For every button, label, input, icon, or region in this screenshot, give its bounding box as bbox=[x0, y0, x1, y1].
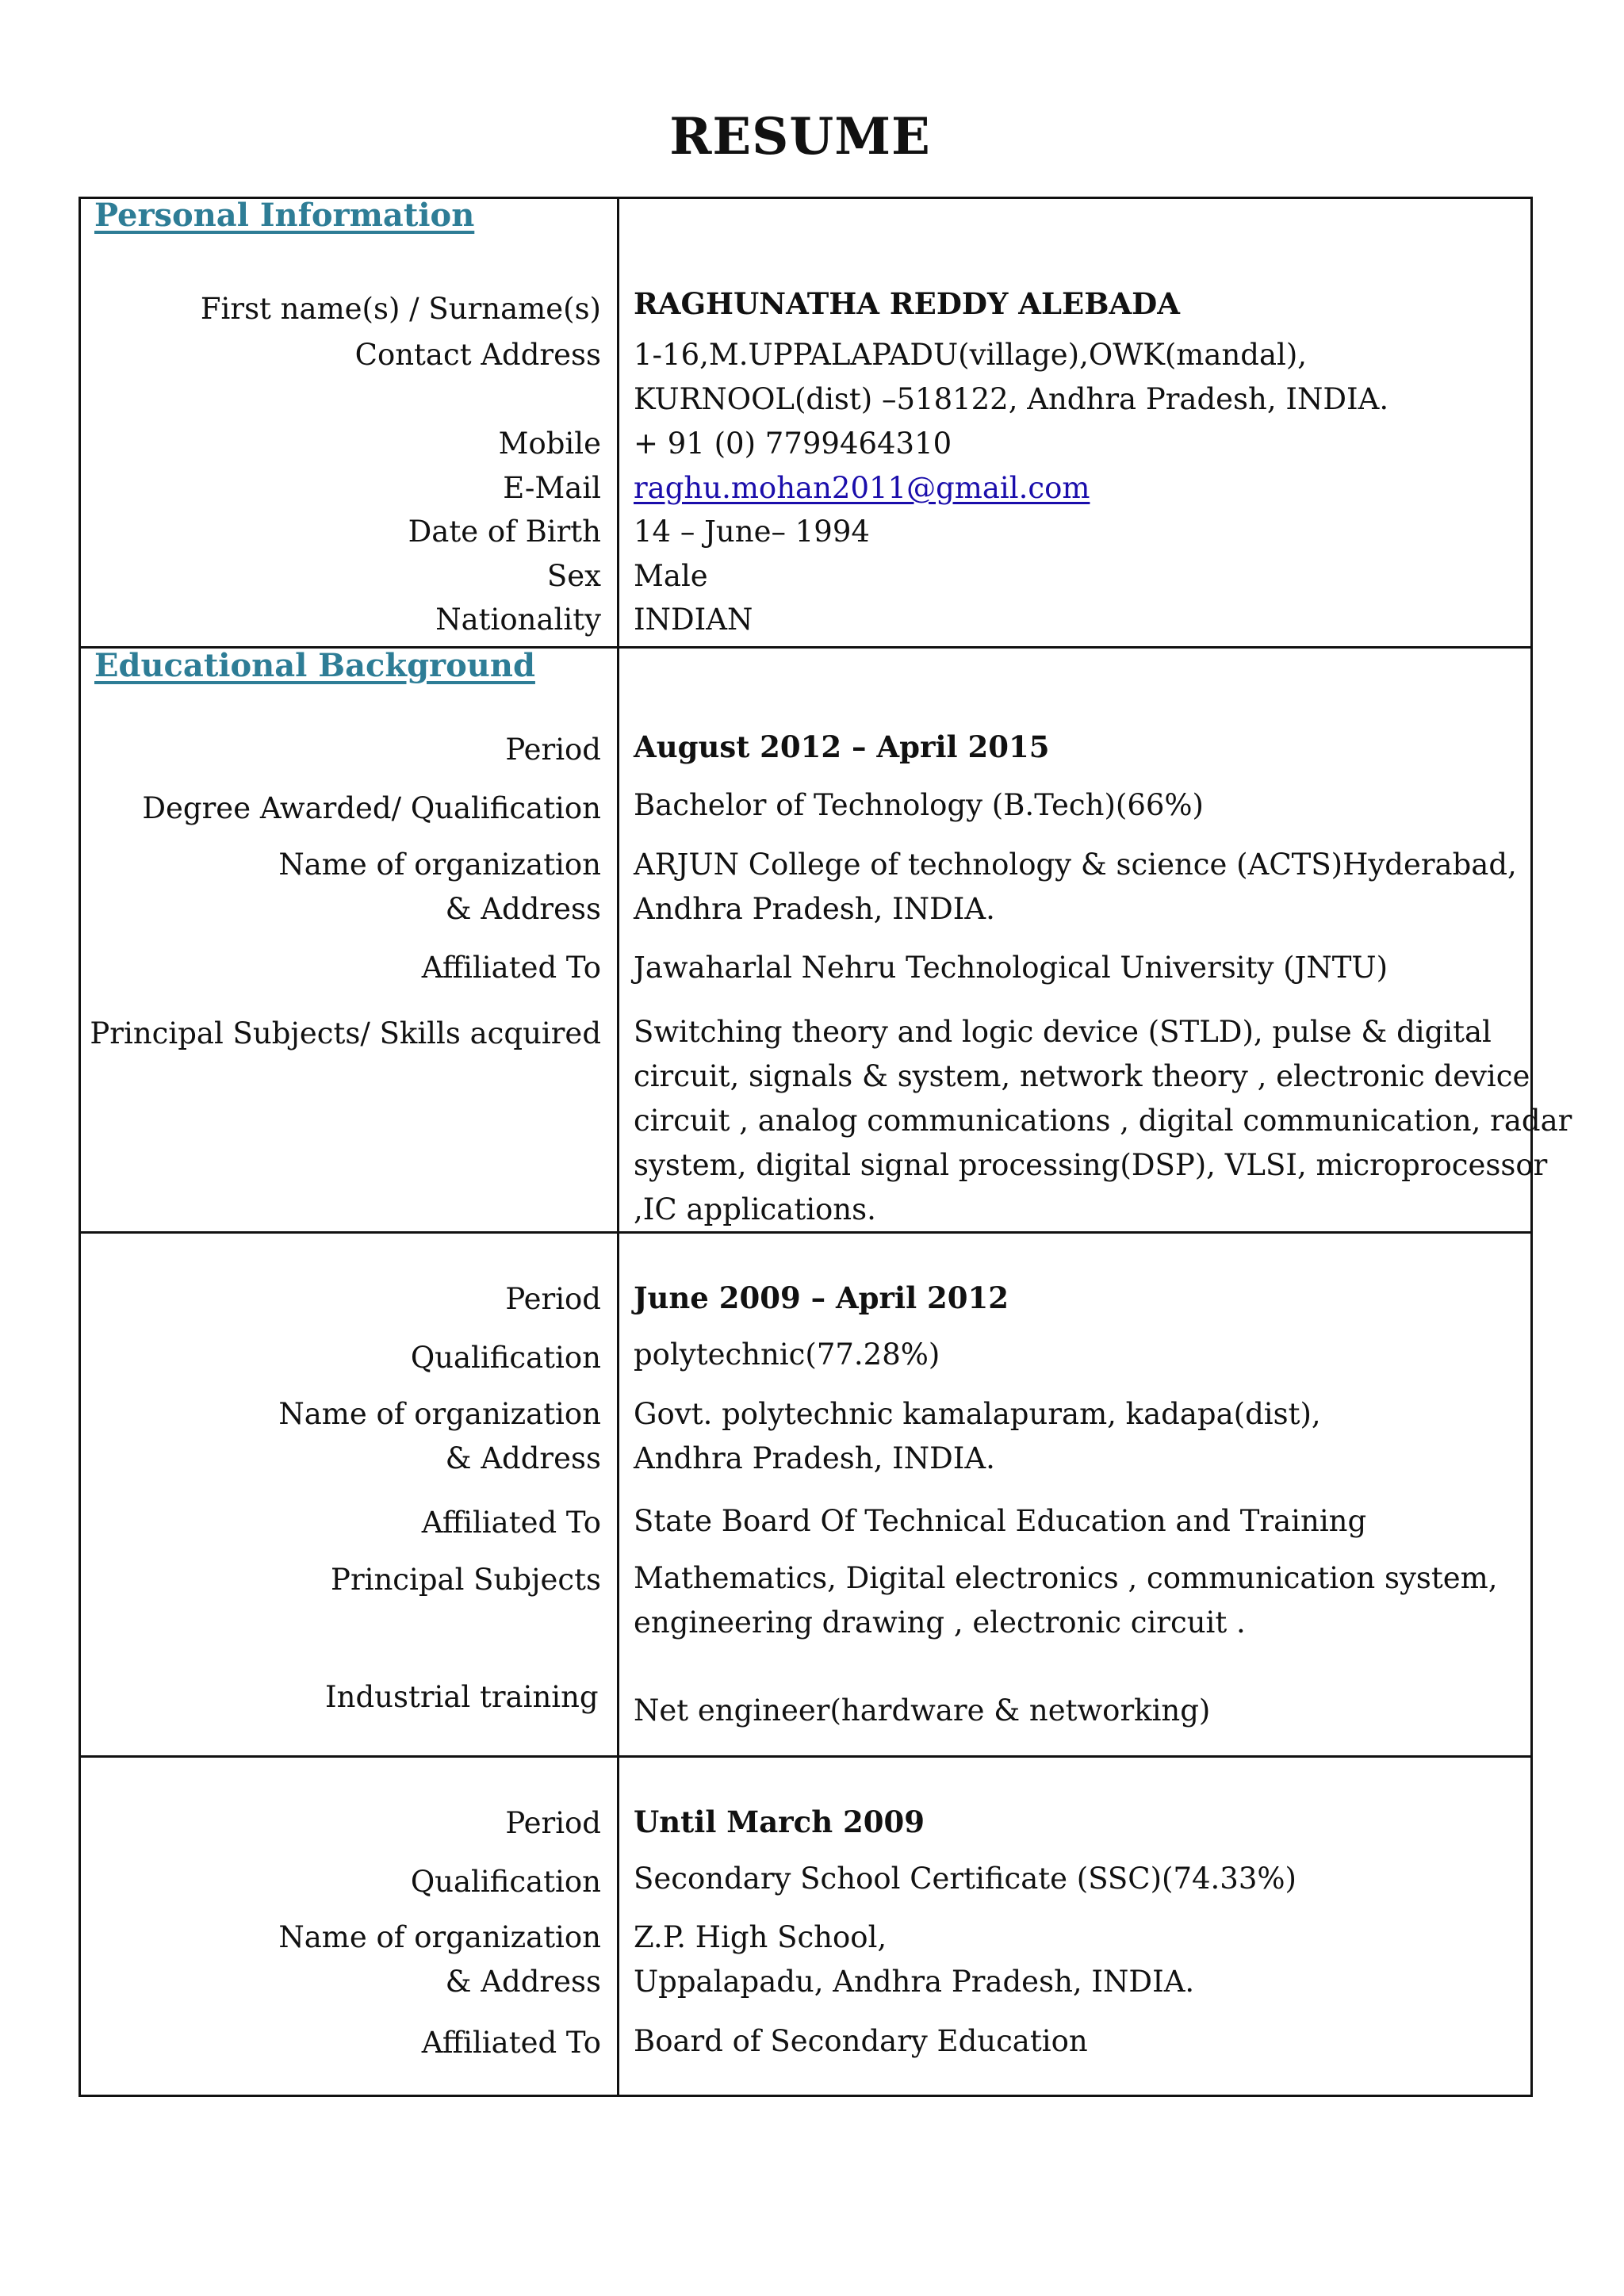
org-line: Govt. polytechnic kamalapuram, kadapa(dist), bbox=[634, 1397, 1321, 1431]
value-subjects bbox=[634, 1010, 1572, 1232]
label-line: & Address bbox=[445, 1441, 601, 1475]
value-period: August 2012 – April 2015 bbox=[634, 729, 1050, 764]
label-organization bbox=[278, 1392, 601, 1481]
value-organization bbox=[634, 1915, 1514, 2004]
label-line: & Address bbox=[445, 1965, 601, 1999]
section-heading-personal: Personal Information bbox=[94, 197, 475, 234]
row-divider-polytechnic bbox=[79, 1755, 1533, 1758]
label-degree: Degree Awarded/ Qualification bbox=[142, 791, 601, 825]
address-line: 1-16,M.UPPALAPADU(village),OWK(mandal), bbox=[634, 338, 1308, 372]
label-period: Period bbox=[505, 733, 601, 767]
label-affiliated: Affiliated To bbox=[421, 951, 601, 985]
label-line: & Address bbox=[445, 892, 601, 926]
label-line: Name of organization bbox=[278, 848, 601, 882]
value-name: RAGHUNATHA REDDY ALEBADA bbox=[634, 286, 1180, 321]
subjects-line: circuit , analog communications , digital communication, radar bbox=[634, 1104, 1572, 1138]
label-qualification: Qualification bbox=[410, 1865, 601, 1899]
value-period: Until March 2009 bbox=[634, 1804, 925, 1839]
subjects-line: system, digital signal processing(DSP), VLSI, microprocessor bbox=[634, 1148, 1548, 1182]
label-affiliated: Affiliated To bbox=[421, 1506, 601, 1540]
org-line: Z.P. High School, bbox=[634, 1920, 887, 1954]
subjects-line: engineering drawing , electronic circuit . bbox=[634, 1605, 1246, 1640]
value-period: June 2009 – April 2012 bbox=[634, 1280, 1009, 1315]
label-period: Period bbox=[505, 1282, 601, 1316]
value-organization bbox=[634, 1392, 1514, 1481]
label-date-of-birth: Date of Birth bbox=[408, 515, 601, 549]
value-mobile: + 91 (0) 7799464310 bbox=[634, 427, 952, 461]
section-heading-education: Educational Background bbox=[94, 647, 535, 684]
value-organization bbox=[634, 843, 1517, 932]
label-mobile: Mobile bbox=[498, 427, 601, 461]
label-email: E-Mail bbox=[503, 471, 601, 505]
label-sex: Sex bbox=[546, 559, 601, 593]
label-subjects: Principal Subjects/ Skills acquired bbox=[90, 1016, 601, 1050]
label-line: Name of organization bbox=[278, 1397, 601, 1431]
value-affiliated: State Board Of Technical Education and Training bbox=[634, 1504, 1367, 1538]
org-line: Andhra Pradesh, INDIA. bbox=[634, 892, 995, 926]
label-industrial-training: Industrial training bbox=[325, 1680, 599, 1714]
label-subjects: Principal Subjects bbox=[331, 1563, 601, 1597]
value-qualification: Secondary School Certificate (SSC)(74.33%) bbox=[634, 1862, 1297, 1896]
value-date-of-birth: 14 – June– 1994 bbox=[634, 515, 870, 549]
value-email bbox=[634, 466, 1090, 511]
value-contact-address bbox=[634, 333, 1514, 422]
label-affiliated: Affiliated To bbox=[421, 2026, 601, 2060]
label-organization bbox=[278, 1915, 601, 2004]
label-organization bbox=[278, 843, 601, 932]
value-affiliated: Jawaharlal Nehru Technological University (JNTU) bbox=[634, 951, 1388, 985]
value-affiliated: Board of Secondary Education bbox=[634, 2024, 1088, 2058]
org-line: ARJUN College of technology & science (ACTS)Hyderabad, bbox=[634, 848, 1517, 882]
email-link[interactable]: raghu.mohan2011@gmail.com bbox=[634, 471, 1090, 505]
label-contact-address: Contact Address bbox=[354, 338, 601, 372]
label-nationality: Nationality bbox=[435, 603, 601, 637]
resume-title: RESUME bbox=[669, 107, 931, 166]
value-industrial-training: Net engineer(hardware & networking) bbox=[634, 1693, 1211, 1728]
label-name: First name(s) / Surname(s) bbox=[200, 292, 601, 326]
subjects-line: circuit, signals & system, network theory , electronic device bbox=[634, 1059, 1530, 1093]
label-line: Name of organization bbox=[278, 1920, 601, 1954]
value-sex: Male bbox=[634, 559, 708, 593]
org-line: Andhra Pradesh, INDIA. bbox=[634, 1441, 995, 1475]
label-period: Period bbox=[505, 1806, 601, 1840]
subjects-line: Mathematics, Digital electronics , communication system, bbox=[634, 1561, 1498, 1595]
address-line: KURNOOL(dist) –518122, Andhra Pradesh, INDIA. bbox=[634, 382, 1389, 416]
label-qualification: Qualification bbox=[410, 1341, 601, 1375]
value-degree: Bachelor of Technology (B.Tech)(66%) bbox=[634, 788, 1204, 822]
value-subjects bbox=[634, 1556, 1514, 1645]
subjects-line: Switching theory and logic device (STLD), pulse & digital bbox=[634, 1015, 1492, 1049]
column-divider bbox=[617, 197, 619, 2097]
subjects-line: ,IC applications. bbox=[634, 1192, 876, 1226]
org-line: Uppalapadu, Andhra Pradesh, INDIA. bbox=[634, 1965, 1195, 1999]
value-qualification: polytechnic(77.28%) bbox=[634, 1337, 940, 1372]
value-nationality: INDIAN bbox=[634, 603, 753, 637]
